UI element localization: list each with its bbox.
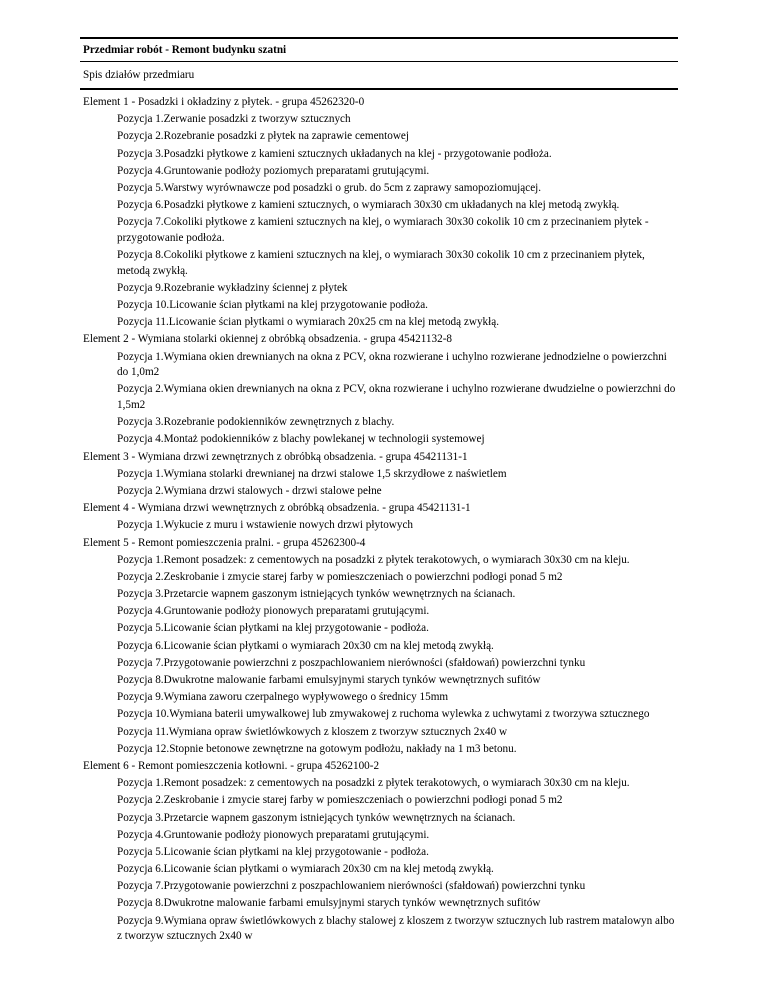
element-heading: Element 5 - Remont pomieszczenia pralni. - grupa 45262300-4 xyxy=(83,536,366,549)
position-item xyxy=(80,862,678,878)
position-text: Pozycja 2.Rozebranie posadzki z płytek na zaprawie cementowej xyxy=(117,130,409,143)
position-item xyxy=(80,432,678,448)
element-heading: Element 4 - Wymiana drzwi wewnętrznych z obróbką obsadzenia. - grupa 45421131-1 xyxy=(83,502,471,515)
position-item xyxy=(80,570,678,586)
position-item xyxy=(80,690,678,706)
position-text: Pozycja 11.Wymiana opraw świetlówkowych z kloszem z tworzyw sztucznych 2x40 w xyxy=(117,725,508,738)
position-item xyxy=(80,793,678,809)
position-item xyxy=(80,415,678,431)
element-heading: Element 3 - Wymiana drzwi zewnętrznych z obróbką obsadzenia. - grupa 45421131-1 xyxy=(83,450,468,463)
position-item xyxy=(80,298,678,314)
position-item xyxy=(80,484,678,500)
position-item xyxy=(80,673,678,689)
position-text: Pozycja 5.Licowanie ścian płytkami na klej przygotowanie - podłoża. xyxy=(117,845,429,858)
position-item xyxy=(80,181,678,197)
position-item xyxy=(80,811,678,827)
position-text: Pozycja 6.Posadzki płytkowe z kamieni sztucznych, o wymiarach 30x30 cm układanych na klej metodą zwykłą. xyxy=(117,199,620,212)
position-item xyxy=(80,621,678,637)
position-item xyxy=(80,518,678,534)
position-text: Pozycja 4.Gruntowanie podłoży pionowych preparatami grutującymi. xyxy=(117,605,430,618)
element-heading: Element 2 - Wymiana stolarki okiennej z obróbką obsadzenia. - grupa 45421132-8 xyxy=(83,333,453,346)
position-text: Pozycja 1.Wymiana okien drewnianych na okna z PCV, okna rozwierane i uchylno rozwierane jednodzielne o powierzchni do 1,0m2 xyxy=(117,350,667,379)
position-item xyxy=(80,828,678,844)
position-item xyxy=(80,639,678,655)
position-text: Pozycja 3.Rozebranie podokienników zewnętrznych z blachy. xyxy=(117,416,395,429)
position-item xyxy=(80,845,678,861)
position-text: Pozycja 3.Przetarcie wapnem gaszonym istniejących tynków wewnętrznych na ścianach. xyxy=(117,811,516,824)
position-item xyxy=(80,587,678,603)
position-text: Pozycja 1.Wymiana stolarki drewnianej na drzwi stalowe 1,5 skrzydłowe z naświetlem xyxy=(117,467,507,480)
position-text: Pozycja 1.Remont posadzek: z cementowych na posadzki z płytek terakotowych, o wymiarach 30x30 cm na kleju. xyxy=(117,777,630,790)
document-title: Przedmiar robót - Remont budynku szatni xyxy=(83,44,287,56)
position-item xyxy=(80,553,678,569)
position-item xyxy=(80,656,678,672)
position-item xyxy=(80,147,678,163)
position-text: Pozycja 3.Przetarcie wapnem gaszonym istniejących tynków wewnętrznych na ścianach. xyxy=(117,588,516,601)
position-item xyxy=(80,604,678,620)
position-text: Pozycja 1.Zerwanie posadzki z tworzyw sztucznych xyxy=(117,113,351,126)
position-text: Pozycja 8.Dwukrotne malowanie farbami emulsyjnymi starych tynków wewnętrznych sufitów xyxy=(117,674,541,686)
position-text: Pozycja 2.Zeskrobanie i zmycie starej farby w pomieszczeniach o powierzchni podłogi ponad 5 m2 xyxy=(117,570,563,583)
element-heading: Element 6 - Remont pomieszczenia kotłowni. - grupa 45262100-2 xyxy=(83,759,380,772)
position-text: Pozycja 2.Wymiana okien drewnianych na okna z PCV, okna rozwierane i uchylno rozwierane dwudzielne o powierzchni do 1,5m2 xyxy=(117,383,676,411)
position-text: Pozycja 7.Przygotowanie powierzchni z poszpachlowaniem nierówności (sfałdowań) powierzchni tynku xyxy=(117,656,586,669)
position-text: Pozycja 1.Remont posadzek: z cementowych na posadzki z płytek terakotowych, o wymiarach 30x30 cm na kleju. xyxy=(117,553,630,566)
position-item xyxy=(80,914,678,945)
position-text: Pozycja 11.Licowanie ścian płytkami o wymiarach 20x25 cm na klej metodą zwykłą. xyxy=(117,316,500,329)
position-text: Pozycja 4.Gruntowanie podłoży pionowych preparatami grutującymi. xyxy=(117,828,430,841)
position-item xyxy=(80,707,678,723)
element-list xyxy=(80,90,678,945)
position-item xyxy=(80,742,678,758)
position-item xyxy=(80,198,678,214)
position-text: Pozycja 2.Wymiana drzwi stalowych - drzwi stalowe pełne xyxy=(117,484,382,497)
position-text: Pozycja 7.Cokoliki płytkowe z kamieni sztucznych na klej, o wymiarach 30x30 cokolik 10 cm z przecinaniem płytek - przygotowanie podłoża. xyxy=(117,216,649,244)
position-text: Pozycja 5.Licowanie ścian płytkami na klej przygotowanie - podłoża. xyxy=(117,622,429,635)
position-item xyxy=(80,112,678,128)
position-item xyxy=(80,129,678,145)
position-text: Pozycja 3.Posadzki płytkowe z kamieni sztucznych układanych na klej - przygotowanie podłoża. xyxy=(117,147,552,160)
position-text: Pozycja 1.Wykucie z muru i wstawienie nowych drzwi płytowych xyxy=(117,519,414,532)
position-text: Pozycja 7.Przygotowanie powierzchni z poszpachlowaniem nierówności (sfałdowań) powierzchni tynku xyxy=(117,880,586,893)
position-item xyxy=(80,315,678,331)
position-text: Pozycja 4.Gruntowanie podłoży poziomych preparatami grutującymi. xyxy=(117,164,430,177)
position-text: Pozycja 6.Licowanie ścian płytkami o wymiarach 20x30 cm na klej metodą zwykłą. xyxy=(117,863,494,876)
position-text: Pozycja 12.Stopnie betonowe zewnętrzne na gotowym podłożu, nakłady na 1 m3 betonu. xyxy=(117,742,517,755)
position-item xyxy=(80,248,678,279)
position-item xyxy=(80,215,678,246)
position-item xyxy=(80,281,678,297)
position-item xyxy=(80,879,678,895)
document-page xyxy=(80,37,678,946)
position-text: Pozycja 9.Wymiana zaworu czerpalnego wypływowego o średnicy 15mm xyxy=(117,691,449,704)
position-text: Pozycja 4.Montaż podokienników z blachy powlekanej w technologii systemowej xyxy=(117,433,485,446)
position-item xyxy=(80,776,678,792)
position-item xyxy=(80,350,678,381)
position-text: Pozycja 2.Zeskrobanie i zmycie starej farby w pomieszczeniach o powierzchni podłogi ponad 5 m2 xyxy=(117,794,563,807)
position-text: Pozycja 8.Dwukrotne malowanie farbami emulsyjnymi starych tynków wewnętrznych sufitów xyxy=(117,897,541,910)
position-item xyxy=(80,725,678,741)
section-index-heading: Spis działów przedmiaru xyxy=(83,69,195,81)
position-text: Pozycja 10.Wymiana baterii umywalkowej lub zmywakowej z ruchoma wylewka z uchwytami z tworzywa sztucznego xyxy=(117,708,650,721)
position-text: Pozycja 8.Cokoliki płytkowe z kamieni sztucznych na klej, o wymiarach 30x30 cokolik 10 cm z przecinaniem płytek, metodą zwykłą. xyxy=(117,249,645,277)
element-heading: Element 1 - Posadzki i okładziny z płytek. - grupa 45262320-0 xyxy=(83,96,365,108)
position-item xyxy=(80,164,678,180)
position-item xyxy=(80,467,678,483)
position-item xyxy=(80,382,678,413)
position-item xyxy=(80,896,678,912)
position-text: Pozycja 5.Warstwy wyrównawcze pod posadzki o grub. do 5cm z zaprawy samopoziomującej. xyxy=(117,181,542,194)
position-text: Pozycja 6.Licowanie ścian płytkami o wymiarach 20x30 cm na klej metodą zwykłą. xyxy=(117,639,494,652)
position-text: Pozycja 9.Rozebranie wykładziny ściennej z płytek xyxy=(117,281,348,294)
position-text: Pozycja 9.Wymiana opraw świetlówkowych z blachy stalowej z kloszem z tworzyw sztucznych lub rastrem matalowyn albo z tworzyw sztucznych 2x40 w xyxy=(117,914,675,943)
position-text: Pozycja 10.Licowanie ścian płytkami na klej przygotowanie podłoża. xyxy=(117,299,428,312)
